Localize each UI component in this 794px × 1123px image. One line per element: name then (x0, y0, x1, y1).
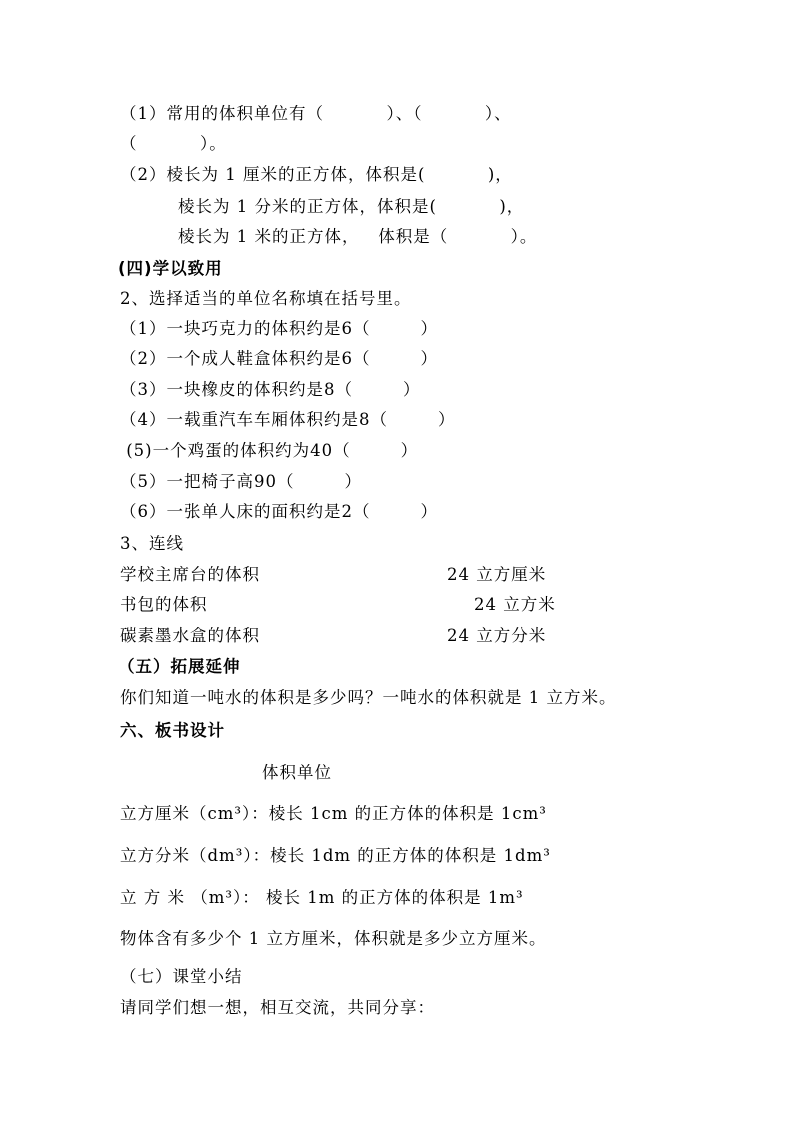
question-1-line-1: （1）常用的体积单位有（ ）、（ ）、 (120, 104, 512, 123)
task-2-title: 2、选择适当的单位名称填在括号里。 (120, 289, 412, 308)
question-2-line-2: 棱长为 1 分米的正方体，体积是( )， (178, 197, 525, 216)
section-5-heading: （五）拓展延伸 (118, 657, 241, 676)
board-row-dm3: 立方分米（dm³）：棱长 1dm 的正方体的体积是 1dm³ (120, 846, 551, 865)
section-7-text: 请同学们想一想，相互交流，共同分享： (120, 998, 435, 1017)
match-right-2: 24 立方米 (474, 595, 556, 614)
fill-item-4: （4）一载重汽车车厢体积约是8（ ） (120, 410, 456, 429)
fill-item-2: （2）一个成人鞋盒体积约是6（ ） (120, 349, 438, 368)
fill-item-7: （6）一张单人床的面积约是2（ ） (120, 502, 438, 521)
match-right-3: 24 立方分米 (447, 626, 547, 645)
section-7-heading: （七）课堂小结 (120, 967, 243, 986)
question-1-line-2: （ ）。 (120, 134, 227, 153)
board-row-m3: 立 方 米 （m³）： 棱长 1m 的正方体的体积是 1m³ (120, 888, 524, 907)
question-2-line-1: （2）棱长为 1 厘米的正方体，体积是( )， (120, 165, 513, 184)
task-3-title: 3、连线 (120, 534, 184, 553)
match-right-1: 24 立方厘米 (447, 565, 547, 584)
board-title: 体积单位 (262, 763, 332, 782)
board-row-cm3: 立方厘米（cm³）：棱长 1cm 的正方体的体积是 1cm³ (120, 804, 547, 823)
fill-item-5: (5)一个鸡蛋的体积约为40（ ） (120, 441, 419, 460)
section-5-text: 你们知道一吨水的体积是多少吗？一吨水的体积就是 1 立方米。 (120, 688, 617, 707)
section-6-heading: 六、板书设计 (120, 721, 225, 740)
board-summary: 物体含有多少个 1 立方厘米，体积就是多少立方厘米。 (120, 929, 547, 948)
section-4-heading: (四)学以致用 (118, 259, 223, 278)
fill-item-6: （5）一把椅子高90（ ） (120, 472, 362, 491)
match-left-1: 学校主席台的体积 (120, 565, 260, 584)
match-left-2: 书包的体积 (120, 595, 208, 614)
question-2-line-3: 棱长为 1 米的正方体， 体积是（ ）。 (178, 227, 538, 246)
fill-item-1: （1）一块巧克力的体积约是6（ ） (120, 319, 438, 338)
fill-item-3: （3）一块橡皮的体积约是8（ ） (120, 380, 421, 399)
match-left-3: 碳素墨水盒的体积 (120, 626, 260, 645)
